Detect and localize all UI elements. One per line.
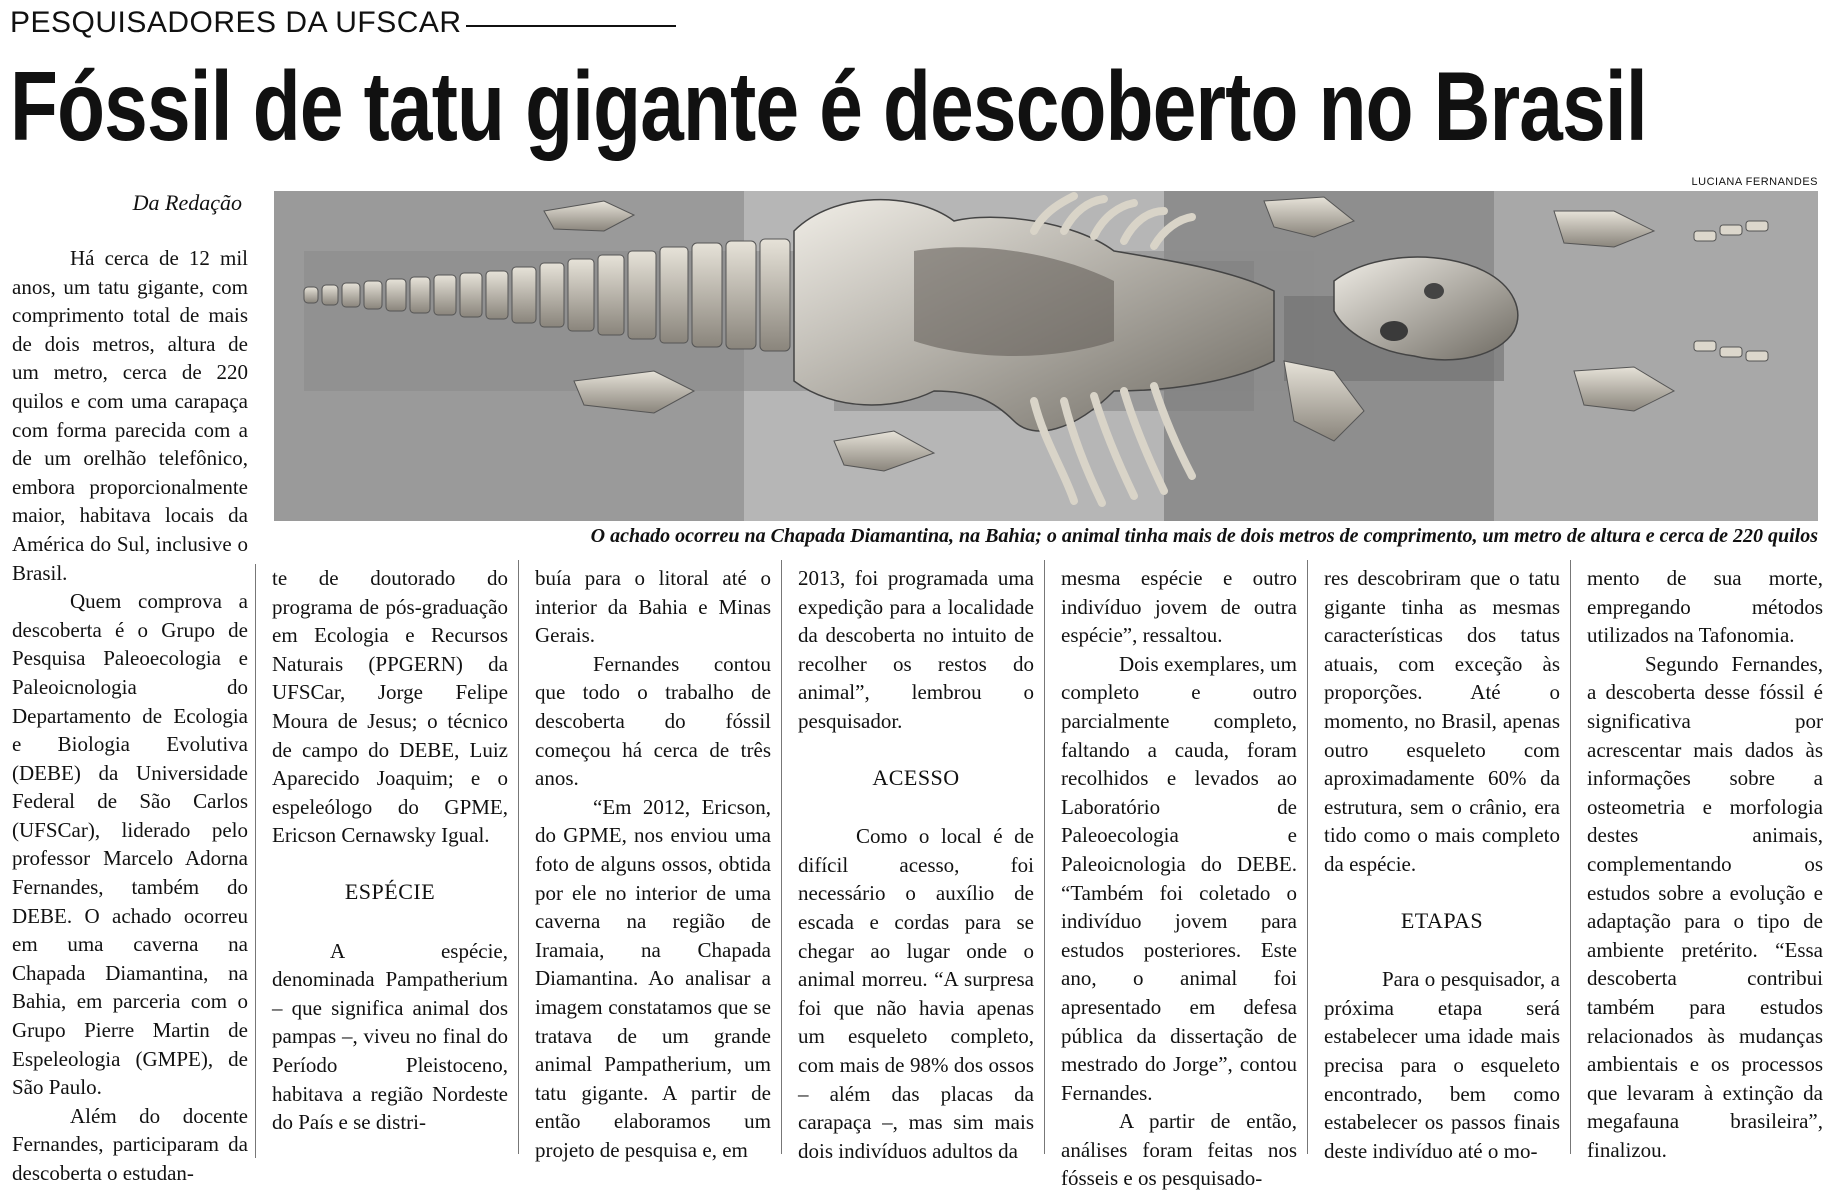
paragraph: Há cerca de 12 mil anos, um tatu gigante, com comprimento total de mais de dois metros, altura de um metro, cerca de 220 quilos e com uma carapaça com forma parecida com a de um orelhão telefônico, embora proporcionalmente maior, habitava locais da América do Sul, inclusive o Brasil.	[12, 246, 248, 585]
paragraph: Fernandes contou que todo o trabalho de descoberta do fóssil começou há cerca de três anos.	[535, 651, 771, 791]
paragraph: Além do docente Fernandes, participaram da descoberta o estudan-	[12, 1103, 248, 1185]
article-column-3	[535, 564, 771, 1164]
section-kicker	[10, 6, 676, 40]
paragraph: Segundo Fernandes, a descoberta desse fóssil é significativa por acrescentar mais dados às informações sobre a osteometria e morfologia destes animais, complementando os estudos sobre a evolução e adaptação para o tipo de ambiente pretérito. “Essa descoberta contribui também para estudos relacionados às mudanças ambientais e os processos que levaram à extinção da megafauna brasileira”, finalizou.	[1587, 651, 1823, 1162]
photo-caption: O achado ocorreu na Chapada Diamantina, na Bahia; o animal tinha mais de dois metros de comprimento, um metro de altura e cerca de 220 quilos	[590, 525, 1818, 547]
paragraph: A espécie, denominada Pampatherium – que significa animal dos pampas –, viveu no final do Período Pleistoceno, habitava a região Nordeste do País e se distri-	[272, 938, 508, 1135]
paragraph: Dois exemplares, um completo e outro parcialmente completo, faltando a cauda, foram recolhidos e levados ao Laboratório de Paleoecologia e Paleoicnologia do DEBE. “Também foi coletado o indivíduo jovem para estudos posteriores. Este ano, o animal foi apresentado em defesa pública da dissertação de mestrado do Jorge”, contou Fernandes.	[1061, 651, 1297, 1105]
article-column-7	[1587, 564, 1823, 1164]
kicker-rule	[466, 25, 676, 27]
column-divider	[781, 560, 782, 1154]
paragraph: te de doutorado do programa de pós-graduação em Ecologia e Recursos Naturais (PPGERN) da UFSCar, Jorge Felipe Moura de Jesus; o técnico de campo do DEBE, Luiz Aparecido Joaquim; e o espeleólogo do GPME, Ericson Cernawsky Igual.	[272, 566, 508, 848]
column-divider	[1570, 560, 1571, 1154]
fossil-skeleton-illustration	[274, 191, 1818, 521]
paragraph: “Em 2012, Ericson, do GPME, nos enviou uma foto de alguns ossos, obtida por ele no interior de uma caverna na região de Iramaia, na Chapada Diamantina. Ao analisar a imagem constatamos que se tratava de um grande animal Pampatherium, um tatu gigante. A partir de então elaboramos um projeto de pesquisa e, em	[535, 794, 771, 1162]
column-divider	[518, 560, 519, 1154]
column-divider	[1044, 560, 1045, 1154]
article-column-4	[798, 564, 1034, 1165]
article-column-5	[1061, 564, 1297, 1193]
paragraph: mento de sua morte, empregando métodos utilizados na Tafonomia.	[1587, 566, 1823, 648]
headline: Fóssil de tatu gigante é descoberto no Brasil	[10, 51, 1647, 161]
paragraph: buía para o litoral até o interior da Bahia e Minas Gerais.	[535, 566, 771, 648]
paragraph: Como o local é de difícil acesso, foi necessário o auxílio de escada e cordas para se chegar ao lugar onde o animal morreu. “A surpresa foi que não havia apenas um esqueleto completo, com mais de 98% dos ossos – além das placas da carapaça –, mas sim mais dois indivíduos adultos da	[798, 824, 1034, 1163]
column-divider	[255, 564, 256, 1158]
subheading-acesso: ACESSO	[872, 764, 960, 790]
article-column-1	[12, 244, 248, 1188]
paragraph: Quem comprova a descoberta é o Grupo de Pesquisa Paleoecologia e Paleoicnologia do Departamento de Ecologia e Biologia Evolutiva (DEBE) da Universidade Federal de São Carlos (UFSCar), liderado pelo professor Marcelo Adorna Fernandes, também do DEBE. O achado ocorreu em uma caverna na Chapada Diamantina, na Bahia, em parceria com o Grupo Pierre Martin de Espeleologia (GMPE), de São Paulo.	[12, 589, 248, 1100]
byline: Da Redação	[132, 190, 242, 215]
photo-credit: LUCIANA FERNANDES	[1691, 176, 1818, 188]
paragraph: mesma espécie e outro indivíduo jovem de outra espécie”, ressaltou.	[1061, 566, 1297, 648]
article-column-6	[1324, 564, 1560, 1165]
fossil-photo	[274, 191, 1818, 521]
subheading-etapas: ETAPAS	[1400, 907, 1484, 933]
paragraph: res descobriram que o tatu gigante tinha as mesmas características dos tatus atuais, com exceção às proporções. Até o momento, no Brasil, apenas outro esqueleto com aproximadamente 60% da estrutura, sem o crânio, era tido como o mais completo da espécie.	[1324, 566, 1560, 876]
column-divider	[1307, 560, 1308, 1154]
article-column-2	[272, 564, 508, 1137]
paragraph: Para o pesquisador, a próxima etapa será estabelecer uma idade mais precisa para o esqueleto encontrado, bem como estabelecer os passos finais deste indivíduo até o mo-	[1324, 967, 1560, 1163]
subheading-especie: ESPÉCIE	[344, 878, 436, 904]
section-label: PESQUISADORES DA UFSCAR	[10, 6, 462, 39]
paragraph: 2013, foi programada uma expedição para a localidade da descoberta no intuito de recolher os restos do animal”, lembrou o pesquisador.	[798, 566, 1034, 733]
paragraph: A partir de então, análises foram feitas nos fósseis e os pesquisado-	[1061, 1109, 1297, 1191]
